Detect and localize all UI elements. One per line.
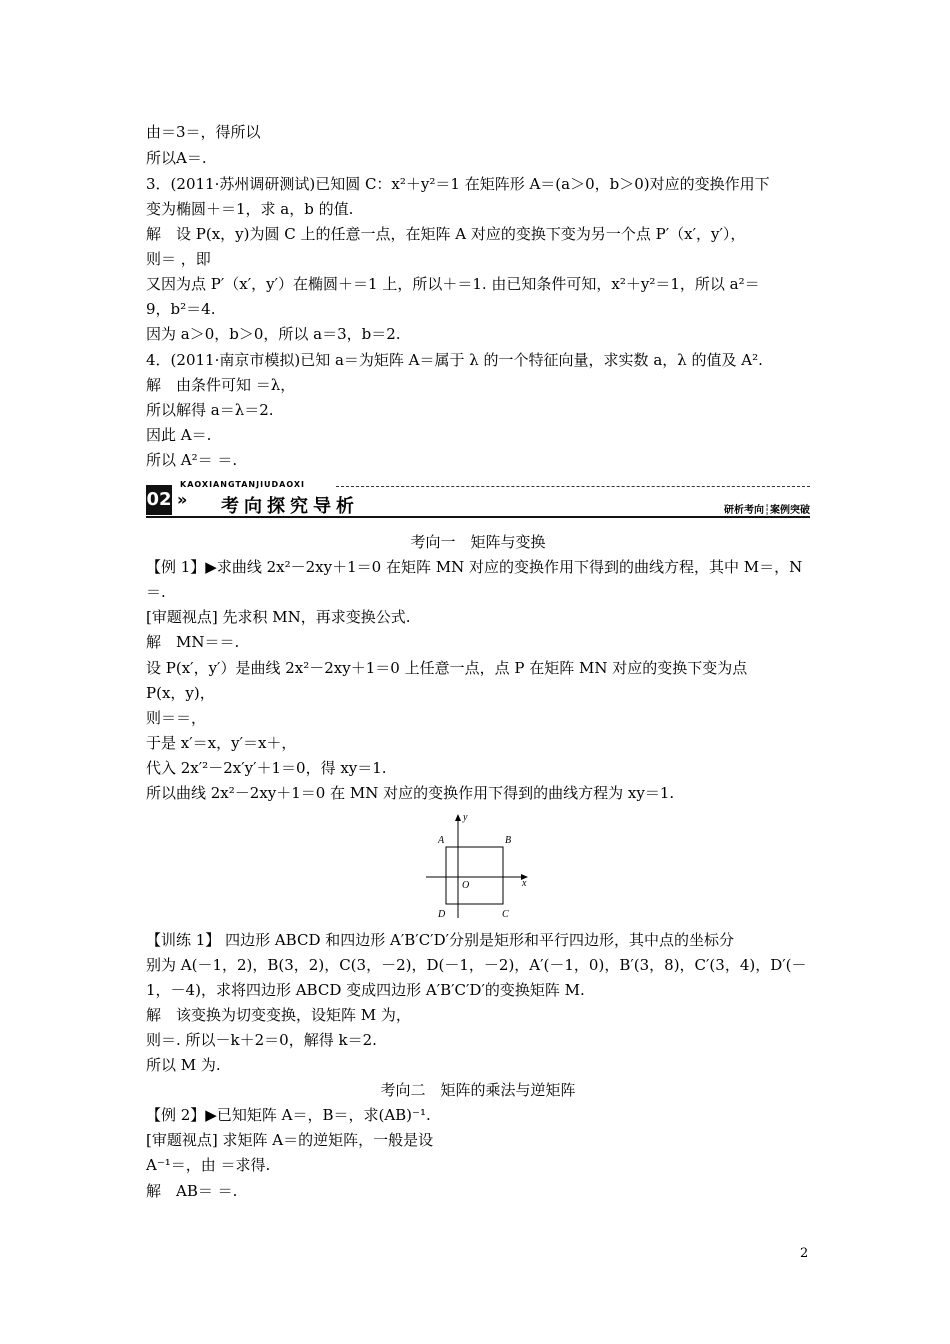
rectangle-abcd bbox=[446, 847, 503, 904]
y-axis-arrow-icon bbox=[455, 814, 461, 821]
text-line: 所以A＝. bbox=[146, 149, 207, 167]
text-line: 所以 A²＝ ＝. bbox=[146, 451, 238, 469]
text-line: 由＝3＝，得所以 bbox=[146, 123, 261, 141]
text-line: [审题视点] 先求积 MN，再求变换公式. bbox=[146, 608, 411, 626]
text-line: 变为椭圆＋＝1，求 a，b 的值. bbox=[146, 200, 354, 218]
banner-divider bbox=[336, 486, 810, 487]
text-line: 【例 2】▶已知矩阵 A＝，B＝，求(AB)⁻¹. bbox=[146, 1106, 431, 1124]
coordinate-figure bbox=[420, 810, 540, 922]
text-line: [审题视点] 求矩阵 A＝的逆矩阵，一般是设 bbox=[146, 1131, 434, 1149]
text-line: 因此 A＝. bbox=[146, 426, 212, 444]
text-line: 代入 2x′²－2x′y′＋1＝0，得 xy＝1. bbox=[146, 759, 387, 777]
section-title: 考向一 矩阵与变换 bbox=[410, 533, 546, 551]
text-line: P(x，y)， bbox=[146, 684, 215, 702]
text-line: 解 MN＝＝. bbox=[146, 633, 240, 651]
text-line: 解 该变换为切变变换，设矩阵 M 为， bbox=[146, 1006, 411, 1024]
banner-arrow-icon: » bbox=[177, 490, 188, 509]
text-line: 别为 A(－1，2)，B(3，2)，C(3，－2)，D(－1，－2)，A′(－1，0)，B′(3，8)，C′(3，4)，D′(－ bbox=[146, 956, 807, 974]
text-line: 因为 a＞0，b＞0，所以 a＝3，b＝2. bbox=[146, 325, 401, 343]
text-line: 设 P(x′，y′）是曲线 2x²－2xy＋1＝0 上任意一点，点 P 在矩阵 MN 对应的变换下变为点 bbox=[146, 659, 748, 677]
text-line: 则＝. 所以－k＋2＝0，解得 k＝2. bbox=[146, 1031, 377, 1049]
text-line: 所以 M 为. bbox=[146, 1056, 221, 1074]
label-x: x bbox=[522, 878, 527, 889]
text-line: 所以解得 a＝λ＝2. bbox=[146, 401, 274, 419]
label-b: B bbox=[505, 835, 512, 846]
label-d: D bbox=[438, 909, 446, 920]
page-number: 2 bbox=[800, 1246, 809, 1261]
label-y: y bbox=[463, 812, 468, 823]
section-banner bbox=[146, 481, 810, 521]
text-line: 4．(2011·南京市模拟)已知 a＝为矩阵 A＝属于 λ 的一个特征向量，求实数 a，λ 的值及 A². bbox=[146, 351, 763, 369]
text-line: A⁻¹＝，由 ＝求得. bbox=[146, 1156, 271, 1174]
text-line: 【训练 1】 四边形 ABCD 和四边形 A′B′C′D′分别是矩形和平行四边形，其中点的坐标分 bbox=[146, 931, 735, 949]
text-line: 1，－4)，求将四边形 ABCD 变成四边形 A′B′C′D′的变换矩阵 M. bbox=[146, 981, 585, 999]
text-line: 3．(2011·苏州调研测试)已知圆 C：x²＋y²＝1 在矩阵形 A＝(a＞0，b＞0)对应的变换作用下 bbox=[146, 175, 770, 193]
text-line: 则＝ ，即 bbox=[146, 250, 211, 268]
text-line: 所以曲线 2x²－2xy＋1＝0 在 MN 对应的变换作用下得到的曲线方程为 xy＝1. bbox=[146, 784, 675, 802]
banner-number: 02 bbox=[146, 485, 172, 515]
text-line: 于是 x′＝x，y′＝x＋， bbox=[146, 734, 297, 752]
banner-pinyin: KAOXIANGTANJIUDAOXI bbox=[180, 480, 306, 489]
text-line: 9，b²＝4. bbox=[146, 300, 216, 318]
text-line: ＝. bbox=[146, 583, 166, 601]
text-line: 解 设 P(x，y)为圆 C 上的任意一点，在矩阵 A 对应的变换下变为另一个点 P′（x′，y′）， bbox=[146, 225, 746, 243]
section-title: 考向二 矩阵的乘法与逆矩阵 bbox=[380, 1081, 576, 1099]
banner-title: 考向探究导析 bbox=[221, 496, 359, 517]
label-origin: O bbox=[462, 880, 470, 891]
text-line: 又因为点 P′（x′，y′）在椭圆＋＝1 上，所以＋＝1. 由已知条件可知，x²＋y²＝1，所以 a²＝ bbox=[146, 275, 760, 293]
label-a: A bbox=[438, 835, 445, 846]
text-line: 则＝＝， bbox=[146, 709, 207, 727]
text-line: 解 AB＝ ＝. bbox=[146, 1182, 238, 1200]
text-line: 【例 1】▶求曲线 2x²－2xy＋1＝0 在矩阵 MN 对应的变换作用下得到的曲线方程，其中 M＝，N bbox=[146, 558, 803, 576]
text-line: 解 由条件可知 ＝λ， bbox=[146, 376, 296, 394]
banner-rule bbox=[146, 516, 810, 518]
label-c: C bbox=[502, 909, 509, 920]
banner-subtitle: 研析考向┆案例突破 bbox=[723, 505, 810, 516]
